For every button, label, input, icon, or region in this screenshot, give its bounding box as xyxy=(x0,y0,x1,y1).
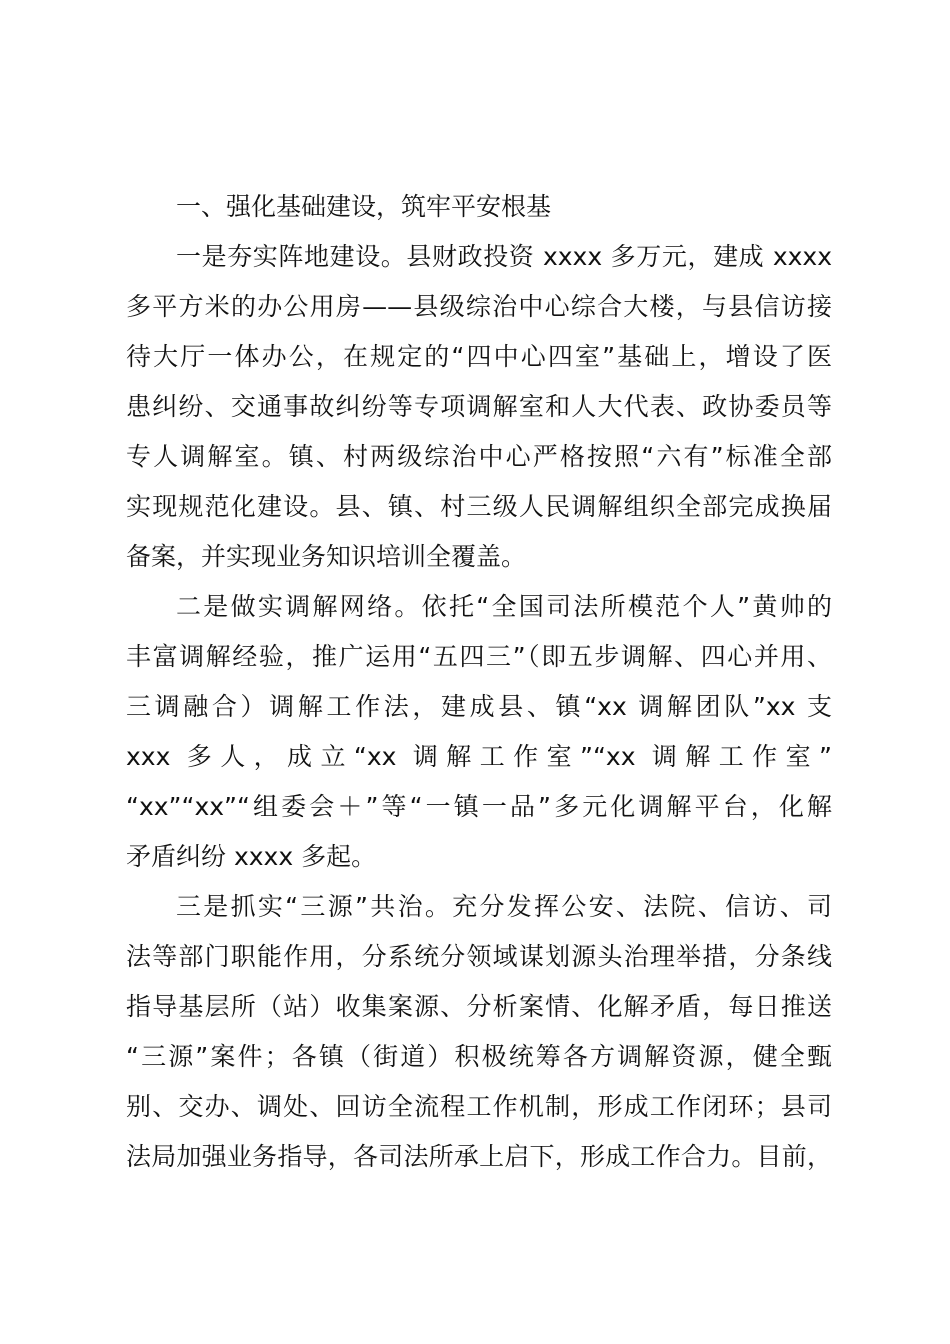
paragraph-1-line: 备案，并实现业务知识培训全覆盖。 xyxy=(126,542,527,571)
paragraph-1-line: 待大厅一体办公，在规定的“四中心四室”基础上，增设了医 xyxy=(126,342,832,371)
paragraph-2-line: 矛盾纠纷 xxxx 多起。 xyxy=(126,842,377,871)
paragraph-3-line: 指导基层所（站）收集案源、分析案情、化解矛盾，每日推送 xyxy=(126,992,832,1021)
paragraph-3-line: 法等部门职能作用，分系统分领域谋划源头治理举措，分条线 xyxy=(126,942,832,971)
paragraph-1-line: 实现规范化建设。县、镇、村三级人民调解组织全部完成换届 xyxy=(126,492,832,521)
section-heading: 一、强化基础建设，筑牢平安根基 xyxy=(176,192,552,221)
document-body xyxy=(126,182,832,1182)
paragraph-1-line: 患纠纷、交通事故纠纷等专项调解室和人大代表、政协委员等 xyxy=(126,392,832,421)
paragraph-2-line: 二是做实调解网络。依托“全国司法所模范个人”黄帅的 xyxy=(176,592,832,621)
paragraph-1-line: 专人调解室。镇、村两级综治中心严格按照“六有”标准全部 xyxy=(126,442,832,471)
paragraph-2-line: 三调融合）调解工作法，建成县、镇“xx 调解团队”xx 支 xyxy=(126,692,832,721)
paragraph-3-line: “三源”案件；各镇（街道）积极统筹各方调解资源，健全甄 xyxy=(126,1042,832,1071)
paragraph-2-line: xxx 多人，成立“xx 调解工作室”“xx 调解工作室” xyxy=(126,742,832,771)
paragraph-1-line: 多平方米的办公用房——县级综治中心综合大楼，与县信访接 xyxy=(126,292,832,321)
paragraph-3-line: 三是抓实“三源”共治。充分发挥公安、法院、信访、司 xyxy=(176,892,832,921)
paragraph-1-line: 一是夯实阵地建设。县财政投资 xxxx 多万元，建成 xxxx xyxy=(176,242,832,271)
paragraph-2-line: “xx”“xx”“组委会＋”等“一镇一品”多元化调解平台，化解 xyxy=(126,792,832,821)
paragraph-2-line: 丰富调解经验，推广运用“五四三”（即五步调解、四心并用、 xyxy=(126,642,832,671)
paragraph-3-line: 法局加强业务指导，各司法所承上启下，形成工作合力。目前， xyxy=(126,1142,832,1171)
paragraph-3-line: 别、交办、调处、回访全流程工作机制，形成工作闭环；县司 xyxy=(126,1092,832,1121)
